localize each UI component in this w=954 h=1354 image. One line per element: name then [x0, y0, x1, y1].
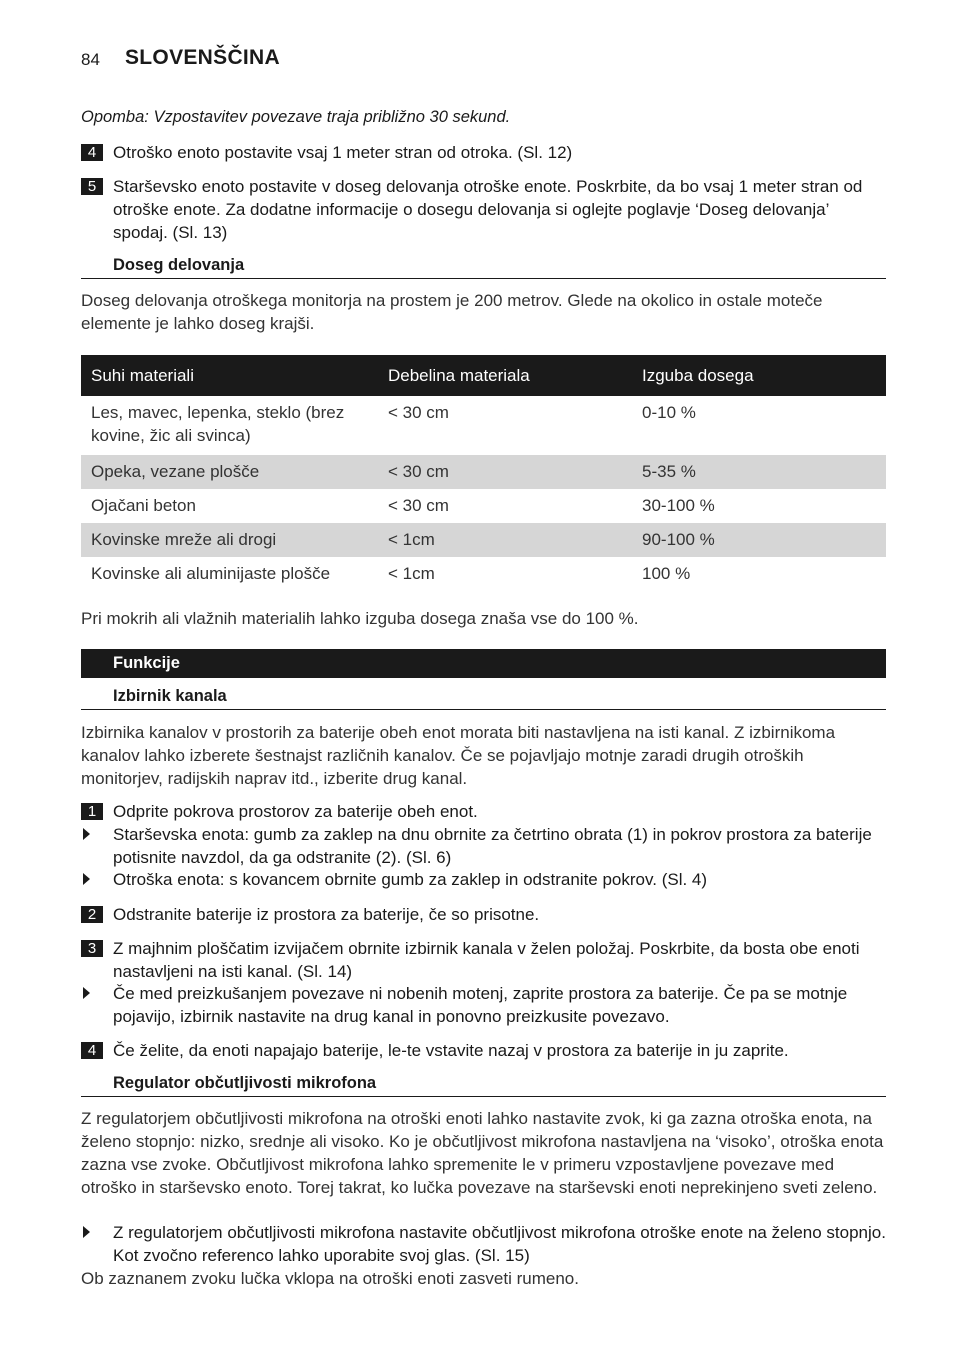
step-text: Otroško enoto postavite vsaj 1 meter stran od otroka. (Sl. 12): [113, 143, 573, 162]
table-cell: < 30 cm: [388, 403, 449, 422]
table-row: [81, 489, 886, 523]
table-cell: 30-100 %: [642, 496, 715, 515]
table-cell: Kovinske mreže ali drogi: [81, 523, 378, 557]
table-cell: < 30 cm: [378, 455, 632, 489]
bullet-text: Starševska enota: gumb za zaklep na dnu obrnite za četrtino obrata (1) in pokrov prostora za baterije potisnite navzdol, da ga odstranite (2). (Sl. 6): [113, 825, 872, 867]
table-row: [81, 396, 886, 455]
table-header-row: [81, 355, 886, 396]
range-section-heading: Doseg delovanja: [81, 254, 886, 279]
step-5-parent-unit: [81, 175, 887, 244]
page-language-title: SLOVENŠČINA: [125, 46, 280, 69]
wet-materials-note: Pri mokrih ali vlažnih materialih lahko izguba dosega znaša vse do 100 %.: [81, 609, 639, 628]
step-text: Starševsko enoto postavite v doseg delovanja otroške enote. Poskrbite, da bo vsaj 1 meter stran od otroške enote. Za dodatne informacije o dosegu delovanja si oglejte poglavje ‘Doseg delovanja’ spodaj. (Sl. 13): [113, 177, 863, 242]
col-header-material: Suhi materiali: [81, 355, 378, 396]
channel-step-3: [81, 937, 887, 983]
table-cell: 0-10 %: [642, 403, 696, 422]
step-text: Odprite pokrova prostorov za baterije obeh enot.: [113, 802, 478, 821]
table-cell: Les, mavec, lepenka, steklo (brez kovine, žic ali svinca): [91, 403, 345, 445]
channel-step-2: [81, 903, 887, 926]
table-cell: Ojačani beton: [91, 496, 196, 515]
table-cell: Opeka, vezane plošče: [81, 455, 378, 489]
table-cell: < 30 cm: [388, 496, 449, 515]
bullet-arrow-icon: [83, 1226, 90, 1238]
mic-sensitivity-heading: Regulator občutljivosti mikrofona: [81, 1072, 886, 1097]
step-number: 4: [81, 144, 103, 161]
bullet-arrow-icon: [83, 873, 90, 885]
step-number: 1: [81, 803, 103, 820]
table-cell: 5-35 %: [632, 455, 886, 489]
step-number: 2: [81, 906, 103, 923]
step-4-baby-unit: [81, 141, 887, 164]
table-row: [81, 557, 886, 591]
channel-selector-heading: Izbirnik kanala: [81, 685, 886, 710]
mic-sensitivity-intro: Z regulatorjem občutljivosti mikrofona na otroški enoti lahko nastavite zvok, ki ga zazna otroška enota, na želeno stopnjo: nizko, srednje ali visoko. Ko je občutljivost mikrofona nastavljena na ‘visoko’, otroška enota zazna vse zvoke. Občutljivost mikrofona lahko spremenite le v primeru vzpostavljene povezave med otroško in starševsko enoto. Torej takrat, ko lučka povezave na starševski enoti neprekinjeno sveti zeleno.: [81, 1109, 884, 1197]
bullet-parent-unit: [81, 823, 887, 869]
channel-intro: Izbirnika kanalov v prostorih za baterije obeh enot morata biti nastavljena na isti kanal. Z izbirnikoma kanalov lahko izberete šestnajst različnih kanalov. Če se pojavljajo motnje zaradi drugih otroških monitorjev, radijskih naprav itd., izberite drug kanal.: [81, 723, 836, 788]
table-row: [81, 523, 886, 557]
table-cell: Kovinske ali aluminijaste plošče: [91, 564, 331, 583]
bullet-arrow-icon: [83, 987, 90, 999]
step-text: Z majhnim ploščatim izvijačem obrnite izbirnik kanala v želen položaj. Poskrbite, da bosta obe enoti nastavljeni na isti kanal. (Sl. 14): [113, 939, 860, 981]
bullet-arrow-icon: [83, 828, 90, 840]
bullet-baby-unit: [81, 868, 887, 891]
col-header-range-loss: Izguba dosega: [632, 355, 886, 396]
step-number: 5: [81, 178, 103, 195]
table-cell: 90-100 %: [632, 523, 886, 557]
bullet-interference: [81, 982, 887, 1028]
step-number: 4: [81, 1042, 103, 1059]
page-number: 84: [81, 50, 100, 69]
functions-section-heading: Funkcije: [81, 649, 886, 678]
table-cell: < 1cm: [388, 564, 435, 583]
channel-step-1: [81, 800, 887, 823]
range-intro: Doseg delovanja otroškega monitorja na prostem je 200 metrov. Glede na okolico in ostale moteče elemente je lahko doseg krajši.: [81, 291, 823, 333]
table-cell: < 1cm: [378, 523, 632, 557]
step-number: 3: [81, 940, 103, 957]
table-cell: 100 %: [642, 564, 691, 583]
step-text: Če želite, da enoti napajajo baterije, le-te vstavite nazaj v prostora za baterije in ju zaprite.: [113, 1041, 789, 1060]
channel-step-4: [81, 1039, 887, 1062]
bullet-text: Otroška enota: s kovancem obrnite gumb za zaklep in odstranite pokrov. (Sl. 4): [113, 870, 708, 889]
range-loss-table: [81, 355, 886, 591]
col-header-thickness: Debelina materiala: [378, 355, 632, 396]
bullet-text: Z regulatorjem občutljivosti mikrofona nastavite občutljivost mikrofona otroške enote na želeno stopnjo. Kot zvočno referenco lahko uporabite svoj glas. (Sl. 15): [113, 1223, 886, 1265]
bullet-set-sensitivity: [81, 1221, 887, 1267]
connection-note: Opomba: Vzpostavitev povezave traja približno 30 sekund.: [81, 108, 511, 126]
step-text: Odstranite baterije iz prostora za baterije, če so prisotne.: [113, 905, 540, 924]
bullet-text: Če med preizkušanjem povezave ni nobenih motenj, zaprite prostora za baterije. Če pa se motnje pojavijo, izbirnik nastavite na drug kanal in ponovno preizkusite povezavo.: [113, 984, 848, 1026]
table-row: [81, 455, 886, 489]
mic-sensitivity-outro: Ob zaznanem zvoku lučka vklopa na otroški enoti zasveti rumeno.: [81, 1269, 579, 1288]
